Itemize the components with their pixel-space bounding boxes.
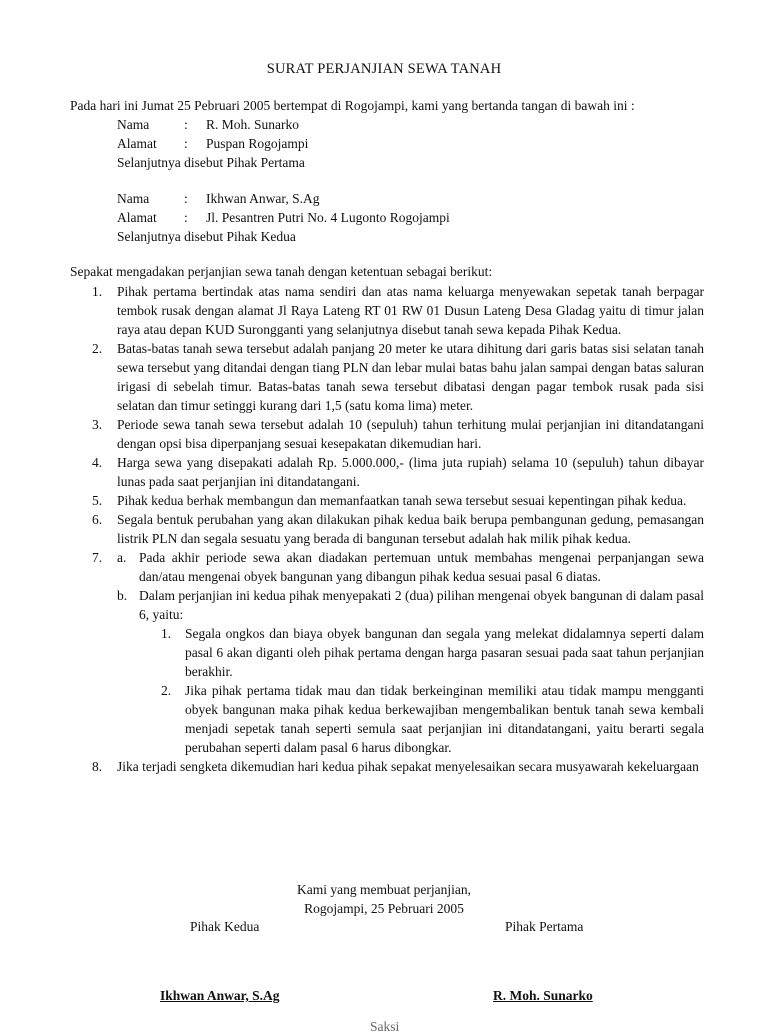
term-item-7	[70, 548, 704, 757]
witness-heading-cut-off: Saksi	[370, 1019, 400, 1034]
colon: :	[184, 210, 188, 225]
document-title: SURAT PERJANJIAN SEWA TANAH	[266, 61, 502, 77]
signature-label-second-party: Pihak Kedua	[190, 919, 260, 934]
term-7b-option-1	[139, 624, 704, 681]
address-label: Alamat	[117, 136, 157, 151]
party-first-name: R. Moh. Sunarko	[206, 117, 300, 132]
term-item-2	[70, 339, 704, 415]
party-first-name-row	[117, 115, 308, 134]
term-number: 2.	[92, 341, 103, 356]
party-second-designation: Selanjutnya disebut Pihak Kedua	[117, 229, 296, 244]
party-first-address: Puspan Rogojampi	[206, 136, 309, 151]
term-text: Pihak kedua berhak membangun dan memanfaatkan tanah sewa tersebut sesuai kepentingan pihak kedua.	[117, 493, 687, 508]
term-item-6	[70, 510, 704, 548]
colon: :	[184, 136, 188, 151]
term-text: Harga sewa yang disepakati adalah Rp. 5.000.000,- (lima juta rupiah) selama 10 (sepuluh) tahun dibayar lunas pada saat perjanjian ini ditandatangani.	[117, 455, 704, 489]
term-text: Periode sewa tanah sewa tersebut adalah 10 (sepuluh) tahun terhitung mulai perjanjian ini ditandatangani dengan opsi bisa diperpanjang sesuai kesepakatan dikemudian hari.	[117, 417, 704, 451]
term-7b	[117, 586, 704, 757]
term-number: 1.	[92, 284, 103, 299]
term-item-3	[70, 415, 704, 453]
party-second-address: Jl. Pesantren Putri No. 4 Lugonto Rogojampi	[206, 210, 450, 225]
signature-label-first-party: Pihak Pertama	[505, 919, 584, 934]
signature-name-first-party: R. Moh. Sunarko	[493, 988, 593, 1003]
term-number: 3.	[92, 417, 103, 432]
option-number: 1.	[161, 626, 172, 641]
term-7b-option-2	[139, 681, 704, 757]
term-number: 6.	[92, 512, 103, 527]
term-number: 8.	[92, 759, 103, 774]
term-text: Jika terjadi sengketa dikemudian hari kedua pihak sepakat menyelesaikan secara musyawarah kekeluargaan	[117, 759, 699, 774]
name-label: Nama	[117, 117, 150, 132]
colon: :	[184, 191, 188, 206]
option-number: 2.	[161, 683, 172, 698]
sub-term-text: Dalam perjanjian ini kedua pihak menyepakati 2 (dua) pilihan mengenai obyek bangunan di dalam pasal 6, yaitu:	[139, 588, 704, 622]
party-first-address-row	[117, 134, 308, 153]
term-item-4	[70, 453, 704, 491]
option-text: Segala ongkos dan biaya obyek bangunan dan segala yang melekat didalamnya seperti dalam pasal 6 akan diganti oleh pihak pertama dengan harga pasaran sesuai pada saat tahun perjanjian berakhir.	[185, 626, 704, 679]
address-label: Alamat	[117, 210, 157, 225]
party-second	[117, 189, 450, 246]
option-text: Jika pihak pertama tidak mau dan tidak berkeinginan memiliki atau tidak mampu mengganti obyek bangunan maka pihak kedua berkewajiban mengembalikan bentuk tanah sewa kembali menjadi sepetak tanah seperti semula saat perjanjian ini ditandatangani, yaitu berarti segala perubahan seperti dalam pasal 6 harus dibongkar.	[185, 683, 704, 755]
signature-name-second-party: Ikhwan Anwar, S.Ag	[160, 988, 280, 1003]
colon: :	[184, 117, 188, 132]
term-text: Pihak pertama bertindak atas nama sendiri dan atas nama keluarga menyewakan sepetak tanah berpagar tembok rusak dengan alamat Jl Raya Lateng RT 01 RW 01 Dusun Lateng Desa Gladag yaitu di timur jalan raya atau depan KUD Surongganti yang selanjutnya disebut tanah sewa kepada Pihak Kedua.	[117, 284, 704, 337]
sub-term-letter: a.	[117, 550, 127, 565]
closing-block	[0, 880, 768, 918]
closing-place-date: Rogojampi, 25 Pebruari 2005	[304, 901, 464, 916]
name-label: Nama	[117, 191, 150, 206]
opening-paragraph: Pada hari ini Jumat 25 Pebruari 2005 bertempat di Rogojampi, kami yang bertanda tangan di bawah ini :	[70, 98, 635, 113]
term-item-1	[70, 282, 704, 339]
term-text: Segala bentuk perubahan yang akan dilakukan pihak kedua baik berupa pembangunan gedung, pemasangan listrik PLN dan segala sesuatu yang berada di bangunan tersebut adalah hak milik pihak kedua.	[117, 512, 704, 546]
term-number: 5.	[92, 493, 103, 508]
sub-term-letter: b.	[117, 588, 128, 603]
term-item-8	[70, 757, 704, 776]
term-7a	[117, 548, 704, 586]
party-first-designation: Selanjutnya disebut Pihak Pertama	[117, 155, 305, 170]
term-number: 7.	[92, 550, 103, 565]
party-second-name-row	[117, 189, 450, 208]
term-item-5	[70, 491, 704, 510]
closing-statement: Kami yang membuat perjanjian,	[297, 882, 471, 897]
term-text: Batas-batas tanah sewa tersebut adalah panjang 20 meter ke utara dihitung dari garis batas sisi selatan tanah sewa tersebut yang ditandai dengan tiang PLN dan lebar mulai batas bahu jalan sampai dengan batas saluran irigasi di sebelah timur. Batas-batas tanah sewa tersebut dibatasi dengan pagar tembok rusak pada sisi selatan dan timur setinggi kurang dari 1,5 (satu koma lima) meter.	[117, 341, 704, 413]
party-first	[117, 115, 308, 172]
agreement-intro: Sepakat mengadakan perjanjian sewa tanah dengan ketentuan sebagai berikut:	[70, 264, 493, 279]
terms-list	[70, 282, 704, 776]
party-second-address-row	[117, 208, 450, 227]
sub-term-text: Pada akhir periode sewa akan diadakan pertemuan untuk membahas mengenai perpanjangan sewa dan/atau mengenai obyek bangunan yang dibangun pihak kedua sesuai pasal 6 diatas.	[139, 550, 704, 584]
term-number: 4.	[92, 455, 103, 470]
party-second-name: Ikhwan Anwar, S.Ag	[206, 191, 320, 206]
